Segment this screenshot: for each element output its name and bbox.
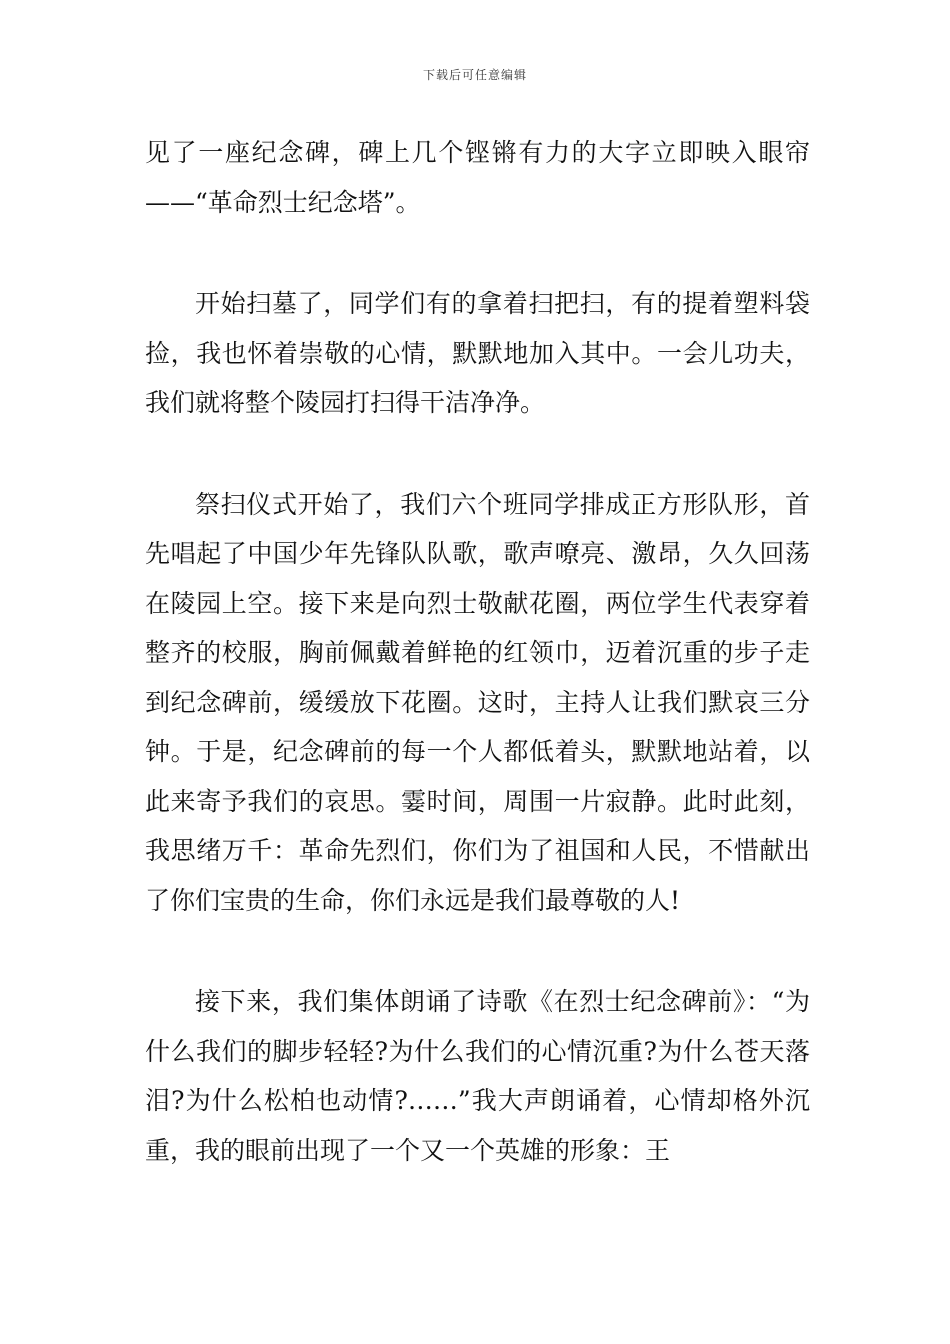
- paragraph-3: 祭扫仪式开始了，我们六个班同学排成正方形队形，首先唱起了中国少年先锋队队歌，歌声嘹亮、激昂，久久回荡在陵园上空。接下来是向烈士敬献花圈，两位学生代表穿着整齐的校服，胸前佩戴着鲜艳的红领巾，迈着沉重的步子走到纪念碑前，缓缓放下花圈。这时，主持人让我们默哀三分钟。于是，纪念碑前的每一个人都低着头，默默地站着，以此来寄予我们的哀思。霎时间，周围一片寂静。此时此刻，我思绪万千：革命先烈们，你们为了祖国和人民，不惜献出了你们宝贵的生命，你们永远是我们最尊敬的人!: [145, 489, 810, 915]
- paragraph-1: 见了一座纪念碑，碑上几个铿锵有力的大字立即映入眼帘——“革命烈士纪念塔”。: [145, 138, 810, 217]
- paragraph-4: 接下来，我们集体朗诵了诗歌《在烈士纪念碑前》：“为什么我们的脚步轻轻?为什么我们的心情沉重?为什么苍天落泪?为什么松柏也动情?……”我大声朗诵着，心情却格外沉重，我的眼前出现了一个又一个英雄的形象：王: [145, 987, 810, 1165]
- document-body: [145, 128, 810, 1227]
- page-header: 下载后可任意编辑: [422, 68, 527, 82]
- paragraph-2: 开始扫墓了，同学们有的拿着扫把扫，有的提着塑料袋捡，我也怀着崇敬的心情，默默地加入其中。一会儿功夫，我们就将整个陵园打扫得干洁净净。: [145, 289, 810, 417]
